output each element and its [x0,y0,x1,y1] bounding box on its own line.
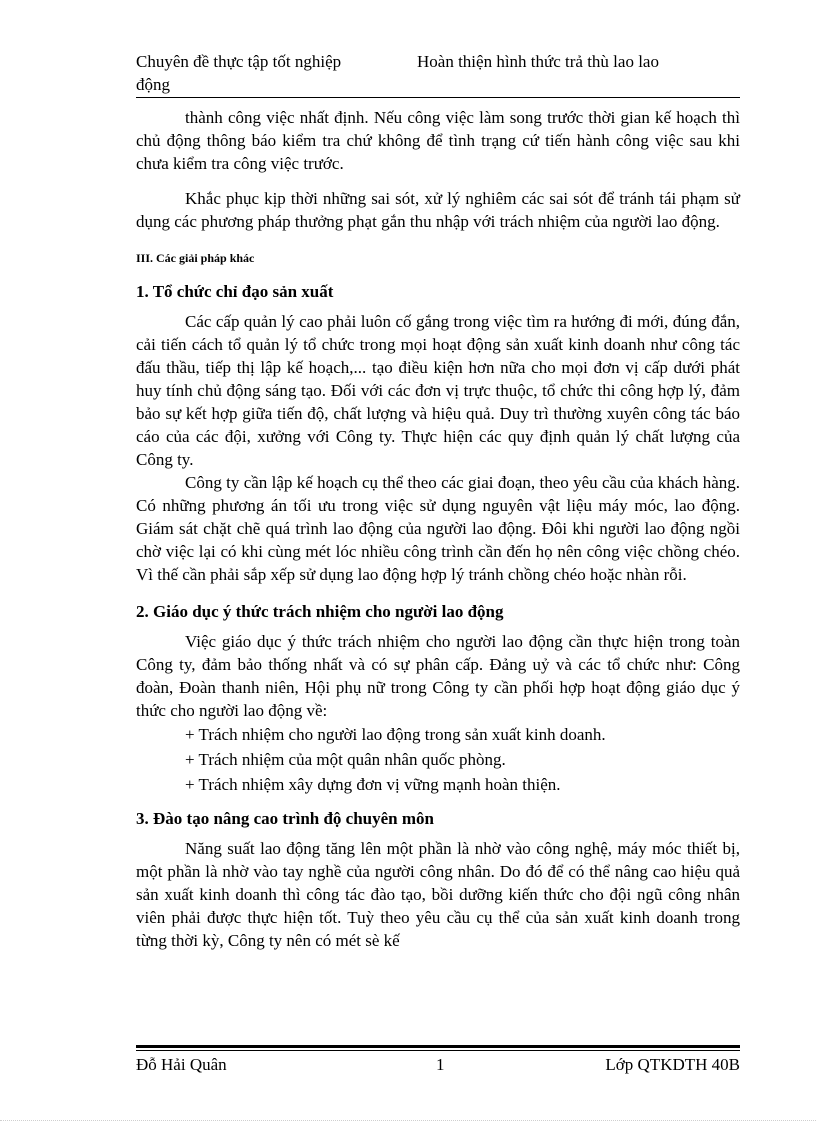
page-boundary [0,1120,816,1121]
paragraph: Năng suất lao động tăng lên một phần là nhờ vào công nghệ, máy móc thiết bị, một phần là nhờ vào tay nghề của người công nhân. Do đó để có thể nâng cao hiệu quả sản xuất kinh doanh thì công tác đào tạo, bồi dưỡng kiến thức cho đội ngũ công nhân viên phải được thực hiện tốt. Tuỳ theo yêu cầu cụ thể của sản xuất kinh doanh trong từng thời kỳ, Công ty nên có mét sè kế [136,839,740,950]
subsection-heading: 3. Đào tạo nâng cao trình độ chuyên môn [136,809,435,828]
footer-divider-thick [136,1045,740,1048]
header-divider [136,97,740,98]
page-header [136,50,740,96]
header-title-wrap: động [136,75,170,94]
footer-class: Lớp QTKDTH 40B [605,1055,740,1074]
paragraph: Các cấp quản lý cao phải luôn cố gắng trong việc tìm ra hướng đi mới, đúng đắn, cải tiến cách tổ quản lý tổ chức trong mọi hoạt động sản xuất kinh doanh như công tác đấu thầu, tiếp thị lập kế hoạch,... tạo điều kiện hơn nữa cho mọi đơn vị cấp dưới phát huy tính chủ động sáng tạo. Đối với các đơn vị trực thuộc, tổ chức thi công hợp lý, đảm bảo sự kết hợp giữa tiến độ, chất lượng và hiệu quả. Duy trì thường xuyên công tác báo cáo của các đội, xưởng với Công ty. Thực hiện các quy định quản lý chất lượng của Công ty. [136,312,740,469]
page-footer [136,1053,740,1076]
paragraph: Khắc phục kịp thời những sai sót, xử lý nghiêm các sai sót để tránh tái phạm sử dụng các phương pháp thưởng phạt gắn thu nhập với trách nhiệm của người lao động. [136,189,740,231]
subsection-heading: 1. Tổ chức chỉ đạo sản xuất [136,282,334,301]
list-item: + Trách nhiệm xây dựng đơn vị vững mạnh hoàn thiện. [185,775,561,794]
list-item: + Trách nhiệm của một quân nhân quốc phòng. [185,750,506,769]
paragraph: thành công việc nhất định. Nếu công việc làm song trước thời gian kế hoạch thì chủ động thông báo kiểm tra chứ không để tình trạng cứ tiến hành công việc sau khi chưa kiểm tra công việc trước. [136,108,740,173]
paragraph: Công ty cần lập kế hoạch cụ thể theo các giai đoạn, theo yêu cầu của khách hàng. Có những phương án tối ưu trong việc sử dụng nguyên vật liệu máy móc, lao động. Giám sát chặt chẽ quá trình lao động của người lao động. Đôi khi người lao động ngồi chờ việc lại có khi cùng mét lóc nhiều công trình cần đến họ nên công việc chồng chéo. Vì thế cần phải sắp xếp sử dụng lao động hợp lý tránh chồng chéo hoặc nhàn rỗi. [136,473,740,584]
header-title-left: Chuyên đề thực tập tốt nghiệp [136,52,342,71]
subsection-heading: 2. Giáo dục ý thức trách nhiệm cho người lao động [136,602,504,621]
page-number: 1 [436,1055,445,1074]
header-title-right: Hoàn thiện hình thức trả thù lao lao [417,52,659,71]
section-heading: III. Các giải pháp khác [136,251,255,265]
footer-divider-thin [136,1050,740,1051]
paragraph: Việc giáo dục ý thức trách nhiệm cho người lao động cần thực hiện trong toàn Công ty, đảm bảo thống nhất và có sự phân cấp. Đảng uỷ và các tổ chức như: Công đoàn, Đoàn thanh niên, Hội phụ nữ trong Công ty cần phối hợp hoạt động giáo dục ý thức cho người lao động về: [136,632,740,720]
footer-author: Đỗ Hải Quân [136,1055,227,1074]
document-body [136,106,740,952]
list-item: + Trách nhiệm cho người lao động trong sản xuất kinh doanh. [185,725,606,744]
